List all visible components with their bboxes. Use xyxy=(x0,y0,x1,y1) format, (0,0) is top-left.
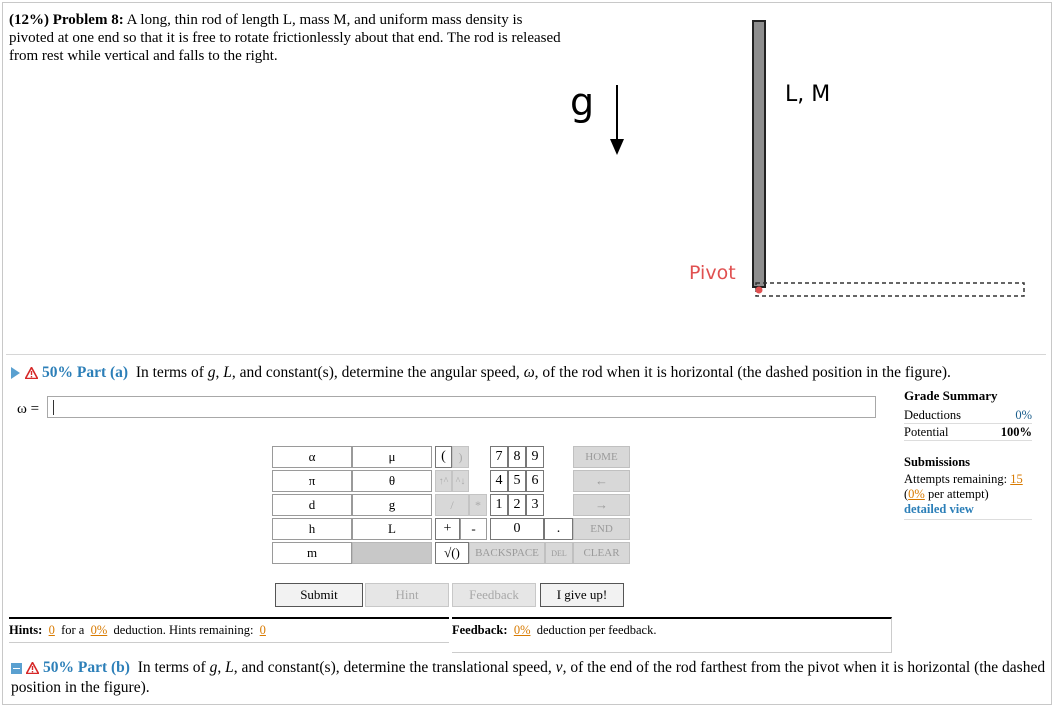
part-b-title: 50% Part (b) xyxy=(43,659,130,676)
potential-row xyxy=(904,424,1032,441)
feedback-pct: 0% xyxy=(513,623,531,637)
key-minus[interactable]: - xyxy=(460,518,487,540)
key-2[interactable]: 2 xyxy=(508,494,526,516)
warning-icon xyxy=(25,367,38,379)
part-b-heading xyxy=(11,658,1046,698)
key-end[interactable]: END xyxy=(573,518,630,540)
key-paren-open[interactable]: ( xyxy=(435,446,452,468)
key-plus[interactable]: + xyxy=(435,518,460,540)
key-divide[interactable]: / xyxy=(435,494,469,516)
hints-label: Hints: xyxy=(9,623,43,637)
pivot-label: Pivot xyxy=(689,262,736,284)
key-paren-close[interactable]: ) xyxy=(452,446,469,468)
var-l: L xyxy=(223,364,232,381)
text-caret xyxy=(53,400,54,415)
key-theta[interactable]: θ xyxy=(352,470,432,492)
feedback-bar xyxy=(452,617,892,653)
var-l: L xyxy=(225,659,234,676)
gravity-label: g xyxy=(570,80,595,124)
key-0[interactable]: 0 xyxy=(490,518,544,540)
key-backspace[interactable]: BACKSPACE xyxy=(469,542,545,564)
hint-button[interactable]: Hint xyxy=(365,583,449,607)
hints-bar xyxy=(9,617,449,643)
key-8[interactable]: 8 xyxy=(508,446,526,468)
per-attempt-row: (0% per attempt) xyxy=(904,487,989,501)
divider xyxy=(6,354,1046,355)
detailed-view-link[interactable]: detailed view xyxy=(904,502,1032,520)
key-decimal[interactable]: . xyxy=(544,518,573,540)
hints-count: 0 xyxy=(48,623,55,637)
key-alpha[interactable]: α xyxy=(272,446,352,468)
part-a-heading xyxy=(11,363,1046,383)
rod-vertical xyxy=(753,21,765,287)
potential-value: 100% xyxy=(1000,425,1032,439)
grade-summary-title: Grade Summary xyxy=(904,388,998,403)
key-1[interactable]: 1 xyxy=(490,494,508,516)
deductions-value: 0% xyxy=(1015,408,1032,422)
submit-button[interactable]: Submit xyxy=(275,583,363,607)
var-omega: ω xyxy=(523,364,535,381)
per-attempt-pct: 0% xyxy=(908,487,925,501)
key-m[interactable]: m xyxy=(272,542,352,564)
rod-figure xyxy=(3,3,1052,303)
play-triangle-icon[interactable] xyxy=(11,367,20,379)
key-home[interactable]: HOME xyxy=(573,446,630,468)
submissions-title: Submissions xyxy=(904,455,971,469)
key-down-caret[interactable]: ^↓ xyxy=(452,470,469,492)
deductions-label: Deductions xyxy=(904,408,961,422)
hints-deduction-text: deduction. Hints remaining: xyxy=(113,623,254,637)
key-right-arrow-icon[interactable]: → xyxy=(573,494,630,516)
per-attempt-text: per attempt) xyxy=(927,487,989,501)
hints-pct: 0% xyxy=(90,623,108,637)
key-g[interactable]: g xyxy=(352,494,432,516)
key-sqrt[interactable]: √() xyxy=(435,542,469,564)
problem-text: A long, thin rod of length L, mass M, and uniform mass density is pivoted at one end so that it is free to rotate frictionlessly about that end. The rod is released from rest while vertical and falls to the right. xyxy=(9,12,561,64)
key-9[interactable]: 9 xyxy=(526,446,544,468)
var-g: g xyxy=(207,364,216,381)
hints-for-a: for a xyxy=(61,623,85,637)
key-empty xyxy=(352,542,432,564)
problem-label: Problem 8: xyxy=(52,12,124,28)
part-b-text-mid: , and constant(s), determine the translational speed, xyxy=(233,659,556,676)
key-d[interactable]: d xyxy=(272,494,352,516)
key-mu[interactable]: μ xyxy=(352,446,432,468)
warning-icon xyxy=(26,662,39,674)
part-a-sep: , xyxy=(215,364,224,381)
deductions-row xyxy=(904,407,1032,424)
problem-pct: (12%) xyxy=(9,12,49,28)
collapse-icon[interactable] xyxy=(11,663,22,674)
key-4[interactable]: 4 xyxy=(490,470,508,492)
part-b-text-pre: In terms of xyxy=(137,659,210,676)
hints-remaining: 0 xyxy=(259,623,266,637)
attempts-row xyxy=(904,472,1032,487)
give-up-button[interactable]: I give up! xyxy=(540,583,624,607)
part-b-text-post: , of the end of the rod farthest from the pivot when it is horizontal (the dashed position in the figure). xyxy=(11,659,1046,696)
rod-label: L, M xyxy=(785,82,831,107)
feedback-button[interactable]: Feedback xyxy=(452,583,536,607)
part-a-text-pre: In terms of xyxy=(135,364,208,381)
attempts-value: 15 xyxy=(1010,472,1023,486)
part-a-text-post: , of the rod when it is horizontal (the dashed position in the figure). xyxy=(534,364,951,381)
feedback-label: Feedback: xyxy=(452,623,508,637)
var-v: v xyxy=(555,659,563,676)
key-h[interactable]: h xyxy=(272,518,352,540)
var-g: g xyxy=(209,659,218,676)
key-l[interactable]: L xyxy=(352,518,432,540)
gravity-arrowhead-icon xyxy=(610,139,624,155)
key-6[interactable]: 6 xyxy=(526,470,544,492)
answer-input[interactable] xyxy=(47,396,876,418)
key-up-caret[interactable]: ↑^ xyxy=(435,470,452,492)
attempts-label: Attempts remaining: xyxy=(904,472,1008,486)
key-left-arrow-icon[interactable]: ← xyxy=(573,470,630,492)
key-3[interactable]: 3 xyxy=(526,494,544,516)
part-a-text-mid: , and constant(s), determine the angular speed, xyxy=(231,364,524,381)
submissions-panel xyxy=(904,455,1032,520)
answer-label: ω = xyxy=(17,401,40,417)
potential-label: Potential xyxy=(904,425,949,439)
key-clear[interactable]: CLEAR xyxy=(573,542,630,564)
key-times[interactable]: * xyxy=(469,494,487,516)
grade-summary xyxy=(904,388,1032,441)
problem-frame xyxy=(2,2,1052,705)
pivot-point xyxy=(756,287,763,294)
part-b-sep: , xyxy=(217,659,226,676)
key-5[interactable]: 5 xyxy=(508,470,526,492)
part-a-title: 50% Part (a) xyxy=(42,364,129,381)
feedback-text: deduction per feedback. xyxy=(536,623,657,637)
key-7[interactable]: 7 xyxy=(490,446,508,468)
rod-dashed-horizontal xyxy=(756,283,1024,296)
key-del[interactable]: DEL xyxy=(545,542,573,564)
key-pi[interactable]: π xyxy=(272,470,352,492)
